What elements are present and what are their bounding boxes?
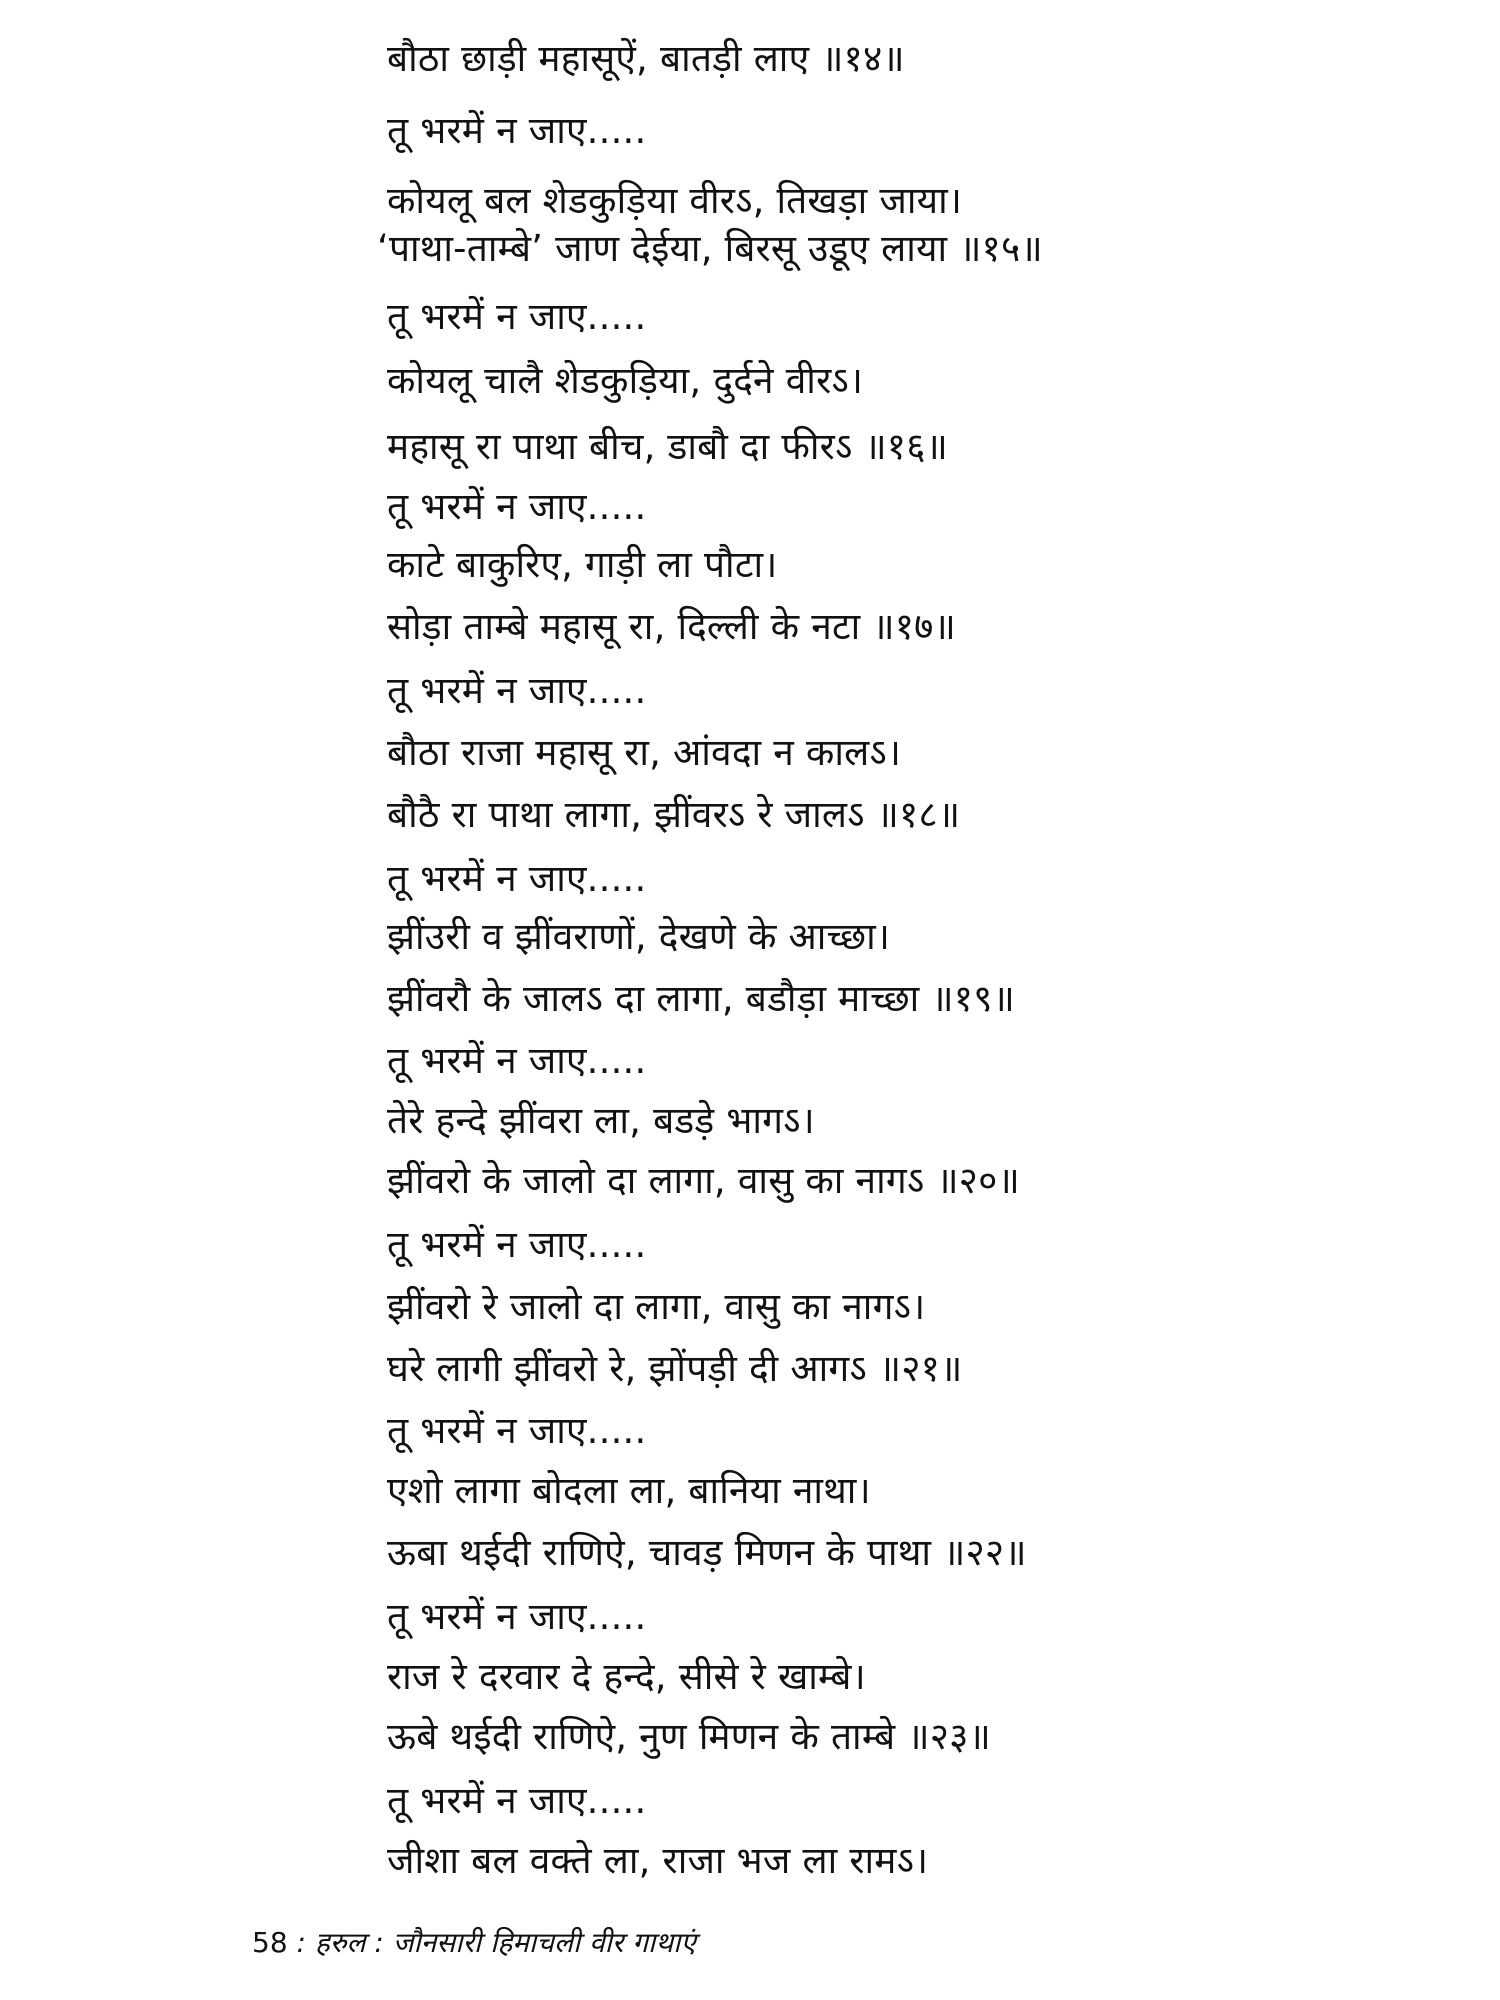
refrain-line: तू भरमें न जाए.....: [387, 485, 647, 528]
verse-line: घरे लागी झींवरो रे, झोंपड़ी दी आगऽ ॥२१॥: [387, 1347, 963, 1390]
verse-line: काटे बाकुरिए, गाड़ी ला पौटा।: [387, 543, 778, 586]
verse-line: जीशा बल वक्ते ला, राजा भज ला रामऽ।: [387, 1839, 929, 1882]
verse-line: महासू रा पाथा बीच, डाबौ दा फीरऽ ॥१६॥: [387, 425, 949, 468]
running-title: : हरुल : जौनसारी हिमाचली वीर गाथाएं: [296, 1926, 696, 1959]
verse-line: सोड़ा ताम्बे महासू रा, दिल्ली के नटा ॥१७॥: [387, 605, 956, 648]
verse-line: ऊबा थईदी राणिऐ, चावड़ मिणन के पाथा ॥२२॥: [387, 1531, 1027, 1574]
page-footer: [252, 1925, 696, 1961]
verse-line: झींवरौ के जालऽ दा लागा, बडौड़ा माच्छा ॥१९॥: [387, 977, 1015, 1020]
refrain-line: तू भरमें न जाए.....: [387, 109, 647, 152]
refrain-line: तू भरमें न जाए.....: [387, 857, 647, 900]
verse-line: एशो लागा बोदला ला, बानिया नाथा।: [387, 1469, 871, 1512]
verse-line: बौठा राजा महासू रा, आंवदा न कालऽ।: [387, 731, 902, 774]
refrain-line: तू भरमें न जाए.....: [387, 1409, 647, 1452]
verse-line: राज रे दरवार दे हन्दे, सीसे रे खाम्बे।: [387, 1655, 866, 1698]
refrain-line: तू भरमें न जाए.....: [387, 1595, 647, 1638]
refrain-line: तू भरमें न जाए.....: [387, 1039, 647, 1082]
verse-line: ऊबे थईदी राणिऐ, नुण मिणन के ताम्बे ॥२३॥: [387, 1715, 991, 1758]
refrain-line: तू भरमें न जाए.....: [387, 1779, 647, 1822]
page-number: 58: [252, 1926, 288, 1959]
verse-line: झींउरी व झींवराणों, देखणे के आच्छा।: [387, 915, 891, 958]
verse-line: बौठा छाड़ी महासूऐं, बातड़ी लाए ॥१४॥: [387, 37, 905, 80]
verse-line: झींवरो रे जालो दा लागा, वासु का नागऽ।: [387, 1285, 926, 1328]
verse-line: ‘पाथा-ताम्बे’ जाण देईया, बिरसू उडूए लाया ॥१५॥: [377, 227, 1043, 270]
verse-line: कोयलू चालै शेडकुड़िया, दुर्दने वीरऽ।: [387, 359, 864, 402]
verse-line: बौठै रा पाथा लागा, झींवरऽ रे जालऽ ॥१८॥: [387, 793, 961, 836]
refrain-line: तू भरमें न जाए.....: [387, 669, 647, 712]
verse-line: तेरे हन्दे झींवरा ला, बडड़े भागऽ।: [387, 1099, 815, 1142]
verse-line: झींवरो के जालो दा लागा, वासु का नागऽ ॥२०॥: [387, 1159, 1020, 1202]
refrain-line: तू भरमें न जाए.....: [387, 295, 647, 338]
refrain-line: तू भरमें न जाए.....: [387, 1223, 647, 1266]
verse-line: कोयलू बल शेडकुड़िया वीरऽ, तिखड़ा जाया।: [387, 179, 963, 222]
